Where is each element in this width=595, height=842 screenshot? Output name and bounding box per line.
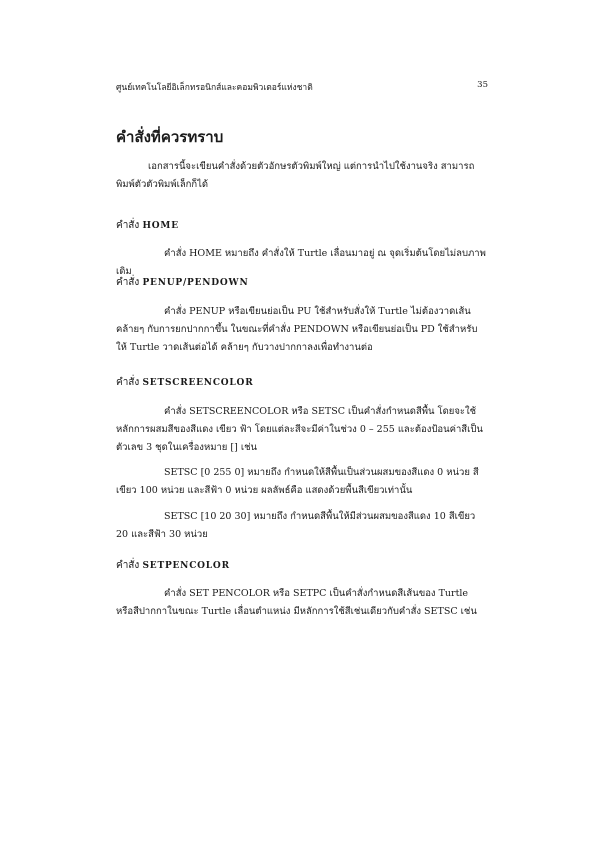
section-heading-setscreencolor xyxy=(116,375,253,390)
setpencolor-description: คำสั่ง SET PENCOLOR หรือ SETPC เป็นคำสั่งกำหนดสีเส้นของ Turtle หรือสีปากกาในขณะ Turtle เลื่อนตำแหน่ง มีหลักการใช้สีเช่นเดียวกับคำสั่ง SETSC เช่น xyxy=(116,588,477,617)
home-description: คำสั่ง HOME หมายถึง คำสั่งให้ Turtle เลื่อนมาอยู่ ณ จุดเริ่มต้นโดยไม่ลบภาพเดิม xyxy=(116,248,486,277)
command-name: PENUP/PENDOWN xyxy=(142,278,249,288)
penup-description: คำสั่ง PENUP หรือเขียนย่อเป็น PU ใช้สำหรับสั่งให้ Turtle ไม่ต้องวาดเส้น คล้ายๆ กับการยกปากกาขึ้น ในขณะที่คำสั่ง PENDOWN หรือเขียนย่อเป็น PD ใช้สำหรับให้ Turtle วาดเส้นต่อได้ คล้ายๆ กับวางปากกาลงเพื่อทำงานต่อ xyxy=(116,306,478,353)
command-name: SETPENCOLOR xyxy=(142,561,230,571)
section-heading-penup-pendown xyxy=(116,275,248,290)
command-name: HOME xyxy=(142,221,179,231)
section-prefix: คำสั่ง xyxy=(116,560,140,571)
command-name: SETSCREENCOLOR xyxy=(142,378,254,388)
section-heading-home xyxy=(116,218,179,233)
header-organization: ศูนย์เทคโนโลยีอิเล็กทรอนิกส์และคอมพิวเตอร์แห่งชาติ xyxy=(116,83,313,93)
page-number: 35 xyxy=(477,80,488,90)
section-prefix: คำสั่ง xyxy=(116,377,140,388)
setscreencolor-example-1: SETSC [0 255 0] หมายถึง กำหนดให้สีพื้นเป็นส่วนผสมของสีแดง 0 หน่วย สีเขียว 100 หน่วย และสีฟ้า 0 หน่วย ผลลัพธ์คือ แสดงด้วยพื้นสีเขียวเท่านั้น xyxy=(116,467,479,496)
intro-paragraph: เอกสารนี้จะเขียนคำสั่งด้วยตัวอักษรตัวพิมพ์ใหญ่ แต่การนำไปใช้งานจริง สามารถพิมพ์ตัวตัวพิมพ์เล็กก็ได้ xyxy=(116,161,475,190)
running-header xyxy=(116,80,488,94)
setscreencolor-description: คำสั่ง SETSCREENCOLOR หรือ SETSC เป็นคำสั่งกำหนดสีพื้น โดยจะใช้หลักการผสมสีของสีแดง เขียว ฟ้า โดยแต่ละสีจะมีค่าในช่วง 0 – 255 และต้องป้อนค่าสีเป็นตัวเลข 3 ชุดในเครื่องหมาย [] เช่น xyxy=(116,406,483,453)
section-heading-setpencolor xyxy=(116,558,230,573)
section-prefix: คำสั่ง xyxy=(116,220,140,231)
section-prefix: คำสั่ง xyxy=(116,277,140,288)
setscreencolor-example-2: SETSC [10 20 30] หมายถึง กำหนดสีพื้นให้มีส่วนผสมของสีแดง 10 สีเขียว 20 และสีฟ้า 30 หน่วย xyxy=(116,511,476,540)
page-title: คำสั่งที่ควรทราบ xyxy=(116,128,224,146)
